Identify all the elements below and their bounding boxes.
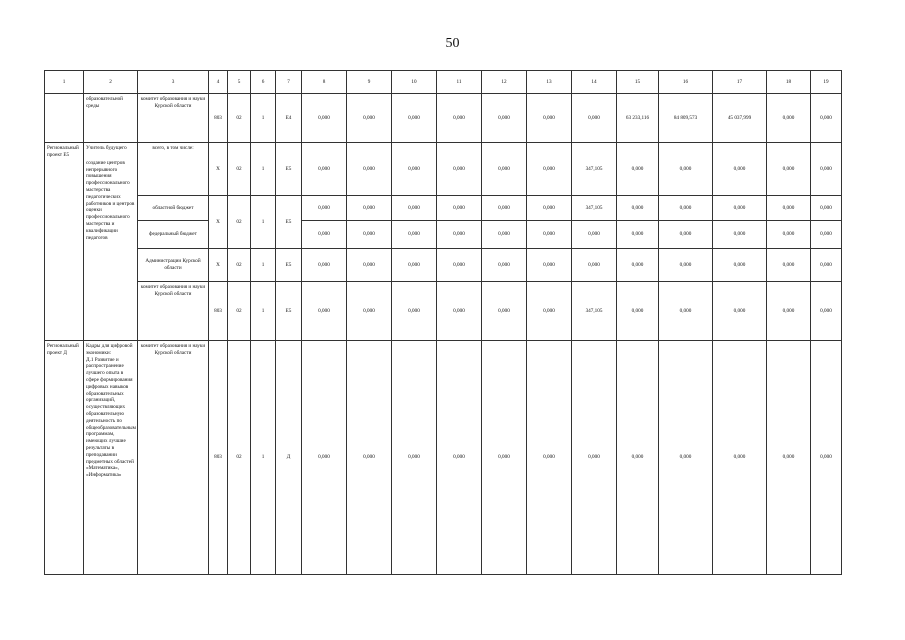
value-cell: 0,000 xyxy=(713,221,767,249)
code-cell: 1 xyxy=(251,94,276,143)
project-cell: Региональный проект E5 xyxy=(45,143,84,341)
value-cell: 0,000 xyxy=(659,341,713,575)
value-cell: 0,000 xyxy=(713,143,767,196)
page-number: 50 xyxy=(445,36,460,51)
code-cell: Д xyxy=(276,341,302,575)
budget-table xyxy=(44,70,842,575)
value-cell: 0,000 xyxy=(659,282,713,341)
value-cell: 0,000 xyxy=(347,196,392,221)
executor-cell: комитет образования и науки Курской области xyxy=(138,341,209,575)
value-cell: 0,000 xyxy=(767,196,811,221)
executor-cell: Администрации Курской области xyxy=(138,249,209,282)
header-cell: 7 xyxy=(276,71,302,94)
name-cell xyxy=(84,341,138,575)
value-cell: 0,000 xyxy=(527,196,572,221)
executor-cell: комитет образования и науки Курской области xyxy=(138,282,209,341)
value-cell: 0,000 xyxy=(437,341,482,575)
value-cell: 0,000 xyxy=(392,221,437,249)
code-cell: 1 xyxy=(251,341,276,575)
value-cell: 0,000 xyxy=(392,94,437,143)
value-cell: 0,000 xyxy=(713,282,767,341)
value-cell: 347,105 xyxy=(572,282,617,341)
table-row xyxy=(45,196,842,221)
value-cell: 0,000 xyxy=(437,282,482,341)
code-cell: E5 xyxy=(276,249,302,282)
value-cell: 0,000 xyxy=(302,341,347,575)
executor-cell: областной бюджет xyxy=(138,196,209,221)
code-cell: 1 xyxy=(251,196,276,249)
value-cell: 0,000 xyxy=(347,249,392,282)
value-cell: 0,000 xyxy=(437,249,482,282)
code-cell: 02 xyxy=(228,341,251,575)
value-cell: 0,000 xyxy=(347,143,392,196)
value-cell: 0,000 xyxy=(392,143,437,196)
code-cell: E5 xyxy=(276,143,302,196)
value-cell: 0,000 xyxy=(811,249,842,282)
value-cell: 0,000 xyxy=(659,249,713,282)
value-cell: 0,000 xyxy=(302,249,347,282)
table-row xyxy=(45,143,842,196)
table-row xyxy=(45,249,842,282)
value-cell: 0,000 xyxy=(659,196,713,221)
value-cell: 0,000 xyxy=(811,341,842,575)
value-cell: 45 037,999 xyxy=(713,94,767,143)
value-cell: 0,000 xyxy=(482,282,527,341)
project-title: Кадры для цифровой экономики: xyxy=(86,343,133,356)
header-cell: 9 xyxy=(347,71,392,94)
value-cell: 0,000 xyxy=(659,143,713,196)
header-cell: 11 xyxy=(437,71,482,94)
code-cell: 803 xyxy=(209,94,228,143)
header-cell: 18 xyxy=(767,71,811,94)
executor-cell: федеральный бюджет xyxy=(138,221,209,249)
value-cell: 0,000 xyxy=(482,221,527,249)
header-row xyxy=(45,71,842,94)
value-cell: 84 809,573 xyxy=(659,94,713,143)
value-cell: 0,000 xyxy=(617,196,659,221)
value-cell: 0,000 xyxy=(811,196,842,221)
value-cell: 0,000 xyxy=(482,94,527,143)
value-cell: 0,000 xyxy=(767,221,811,249)
header-cell: 13 xyxy=(527,71,572,94)
code-cell: E5 xyxy=(276,282,302,341)
header-cell: 2 xyxy=(84,71,138,94)
value-cell: 347,105 xyxy=(572,143,617,196)
code-cell: E4 xyxy=(276,94,302,143)
code-cell: 1 xyxy=(251,249,276,282)
value-cell: 0,000 xyxy=(527,221,572,249)
value-cell: 0,000 xyxy=(617,341,659,575)
value-cell: 0,000 xyxy=(392,196,437,221)
code-cell: X xyxy=(209,196,228,249)
value-cell: 0,000 xyxy=(572,249,617,282)
value-cell: 0,000 xyxy=(347,341,392,575)
code-cell: 02 xyxy=(228,282,251,341)
code-cell: 02 xyxy=(228,196,251,249)
value-cell: 0,000 xyxy=(527,282,572,341)
header-cell: 4 xyxy=(209,71,228,94)
value-cell: 0,000 xyxy=(392,249,437,282)
table-row xyxy=(45,221,842,249)
value-cell: 0,000 xyxy=(527,143,572,196)
project-description: Д.1 Развитие и распространение лучшего опыта в сфере формирования цифровых навыков образовательных организаций, осуществляющих образовательную деятельность по общеобразовательным программам, имеющих лучшие результаты в преподавании предметных областей «Математика», «Информатика» xyxy=(86,356,136,479)
header-cell: 12 xyxy=(482,71,527,94)
value-cell: 0,000 xyxy=(617,143,659,196)
value-cell: 0,000 xyxy=(713,341,767,575)
value-cell: 0,000 xyxy=(347,282,392,341)
value-cell: 0,000 xyxy=(767,282,811,341)
executor-cell: всего, в том числе: xyxy=(138,143,209,196)
value-cell: 0,000 xyxy=(527,249,572,282)
value-cell: 0,000 xyxy=(437,94,482,143)
value-cell: 63 233,116 xyxy=(617,94,659,143)
value-cell: 0,000 xyxy=(617,221,659,249)
value-cell: 0,000 xyxy=(617,249,659,282)
code-cell: X xyxy=(209,143,228,196)
code-cell: E5 xyxy=(276,196,302,249)
value-cell: 0,000 xyxy=(811,94,842,143)
project-cell: Региональный проект Д xyxy=(45,341,84,575)
header-cell: 14 xyxy=(572,71,617,94)
value-cell: 0,000 xyxy=(572,94,617,143)
name-cell: образовательной среды xyxy=(84,94,138,143)
code-cell: 803 xyxy=(209,341,228,575)
code-cell: 02 xyxy=(228,94,251,143)
value-cell: 0,000 xyxy=(713,249,767,282)
header-cell: 8 xyxy=(302,71,347,94)
value-cell: 0,000 xyxy=(767,249,811,282)
value-cell: 0,000 xyxy=(482,249,527,282)
value-cell: 0,000 xyxy=(302,282,347,341)
code-cell: 1 xyxy=(251,143,276,196)
code-cell: 1 xyxy=(251,282,276,341)
value-cell: 0,000 xyxy=(713,196,767,221)
project-title: Учитель будущего xyxy=(86,145,127,151)
value-cell: 0,000 xyxy=(617,282,659,341)
value-cell: 0,000 xyxy=(302,143,347,196)
value-cell: 0,000 xyxy=(482,196,527,221)
value-cell: 0,000 xyxy=(811,221,842,249)
value-cell: 0,000 xyxy=(392,341,437,575)
header-cell: 1 xyxy=(45,71,84,94)
name-cell xyxy=(84,143,138,341)
table-row xyxy=(45,341,842,575)
value-cell: 0,000 xyxy=(767,143,811,196)
value-cell: 0,000 xyxy=(767,94,811,143)
value-cell: 0,000 xyxy=(527,341,572,575)
header-cell: 17 xyxy=(713,71,767,94)
value-cell: 0,000 xyxy=(482,143,527,196)
value-cell: 0,000 xyxy=(527,94,572,143)
value-cell: 0,000 xyxy=(302,94,347,143)
header-cell: 16 xyxy=(659,71,713,94)
value-cell: 347,105 xyxy=(572,196,617,221)
executor-cell: комитет образования и науки Курской области xyxy=(138,94,209,143)
code-cell: 02 xyxy=(228,143,251,196)
value-cell: 0,000 xyxy=(437,143,482,196)
value-cell: 0,000 xyxy=(572,341,617,575)
header-cell: 3 xyxy=(138,71,209,94)
value-cell: 0,000 xyxy=(302,196,347,221)
header-cell: 15 xyxy=(617,71,659,94)
value-cell: 0,000 xyxy=(347,94,392,143)
value-cell: 0,000 xyxy=(437,221,482,249)
value-cell: 0,000 xyxy=(347,221,392,249)
header-cell: 5 xyxy=(228,71,251,94)
table-row xyxy=(45,94,842,143)
value-cell: 0,000 xyxy=(302,221,347,249)
value-cell: 0,000 xyxy=(572,221,617,249)
table-row xyxy=(45,282,842,341)
value-cell: 0,000 xyxy=(811,282,842,341)
value-cell: 0,000 xyxy=(811,143,842,196)
project-cell xyxy=(45,94,84,143)
value-cell: 0,000 xyxy=(437,196,482,221)
header-cell: 10 xyxy=(392,71,437,94)
code-cell: 02 xyxy=(228,249,251,282)
header-cell: 19 xyxy=(811,71,842,94)
code-cell: 803 xyxy=(209,282,228,341)
value-cell: 0,000 xyxy=(767,341,811,575)
code-cell: X xyxy=(209,249,228,282)
header-cell: 6 xyxy=(251,71,276,94)
value-cell: 0,000 xyxy=(659,221,713,249)
value-cell: 0,000 xyxy=(482,341,527,575)
project-description: создание центров непрерывного повышения профессионального мастерства педагогических работников и центров оценки профессионального мастерства и квалификации педагогов xyxy=(86,159,135,241)
value-cell: 0,000 xyxy=(392,282,437,341)
